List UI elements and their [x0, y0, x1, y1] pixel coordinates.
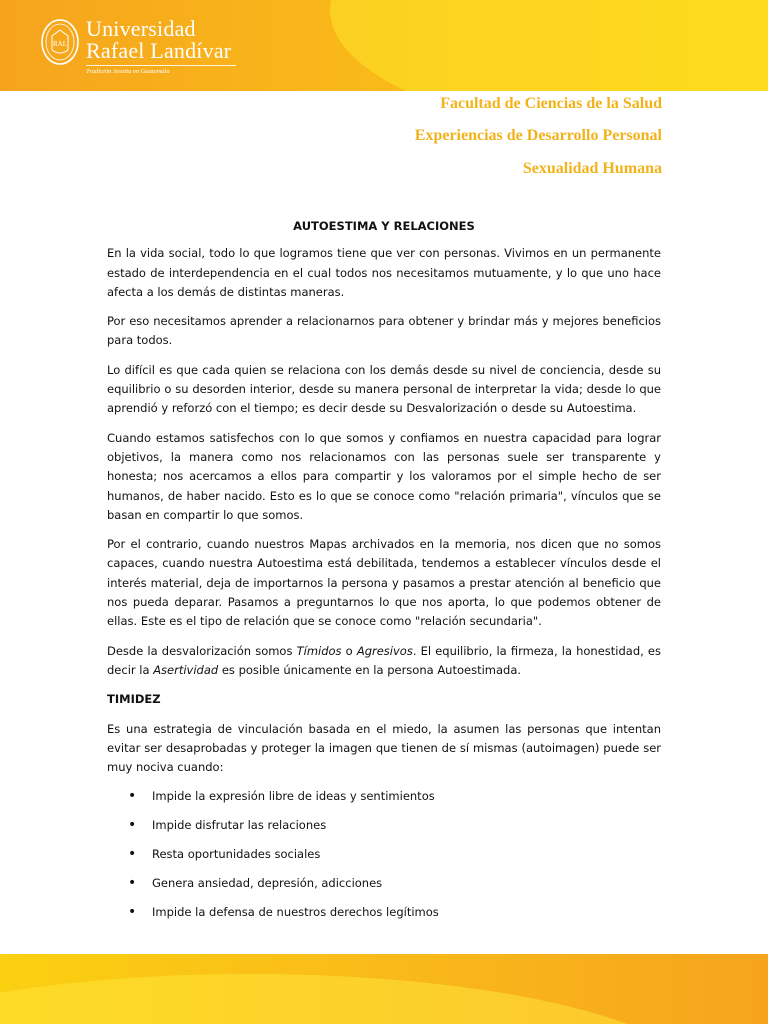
section-heading-timidez: TIMIDEZ: [107, 692, 161, 707]
footer-swoosh-decoration: [0, 974, 700, 1024]
university-seal-icon: [40, 18, 80, 66]
list-item: • Impide disfrutar las relaciones: [107, 816, 661, 845]
p6-emphasis-asertividad: Asertividad: [153, 662, 219, 677]
paragraph-5: Por el contrario, cuando nuestros Mapas archivados en la memoria, nos dicen que no somos capaces, cuando nuestra Autoestima está debilitada, tendemos a establecer vínculos desde el interés material, deja de importarnos la persona y pasamos a prestar atención al beneficio que nos pueda deparar. Pasamos a preguntarnos lo que nos aporta, lo que podemos obtener de ellas. Este es el tipo de relación que se conoce como "relación secundaria".: [107, 537, 661, 629]
logo-line-universidad: Universidad: [86, 16, 196, 41]
logo-tagline: Tradición Jesuita en Guatemala: [86, 65, 236, 76]
faculty-name: Facultad de Ciencias de la Salud: [440, 95, 662, 112]
p6-text-a: Desde la desvalorización somos: [107, 643, 297, 658]
paragraph-4: Cuando estamos satisfechos con lo que somos y confiamos en nuestra capacidad para lograr objetivos, la manera como nos relacionamos con las personas suele ser transparente y honesta; nos acercamos a ellos para compartir y los valoramos por el simple hecho de ser humanos, de haber nacido. Esto es lo que se conoce como "relación primaria", vínculos que se basan en compartir lo que somos.: [107, 430, 661, 522]
p6-emphasis-timidos: Tímidos: [296, 643, 342, 658]
list-item: • Genera ansiedad, depresión, adicciones: [107, 874, 661, 903]
logo-line-rafael-landivar: Rafael Landívar: [86, 38, 232, 63]
list-item: • Impide la defensa de nuestros derechos legítimos: [107, 903, 661, 932]
paragraph-6: [107, 642, 661, 681]
logo-wordmark: [86, 18, 236, 76]
course-name: Experiencias de Desarrollo Personal: [414, 127, 662, 144]
p6-text-e: . El equilibrio, la firmeza, la honestidad, es decir la: [107, 643, 661, 677]
header-swoosh-decoration: [330, 0, 768, 91]
paragraph-3: Lo difícil es que cada quien se relaciona con los demás desde su nivel de conciencia, desde su equilibrio o su desorden interior, desde su manera personal de interpretar la vida; desde lo que aprendió y reforzó con el tiempo; es decir desde su Desvalorización o desde su Autoestima.: [107, 362, 661, 416]
header-band: [0, 0, 768, 91]
paragraph-2: Por eso necesitamos aprender a relacionarnos para obtener y brindar más y mejores beneficios para todos.: [107, 314, 661, 348]
p6-text-c: o: [341, 643, 357, 658]
university-logo: [40, 18, 236, 76]
document-title: AUTOESTIMA Y RELACIONES: [293, 219, 475, 233]
p6-text-g: es posible únicamente en la persona Autoestimada.: [218, 662, 522, 677]
bullet-list: [107, 787, 661, 932]
paragraph-7: Es una estrategia de vinculación basada en el miedo, la asumen las personas que intentan evitar ser desaprobadas y proteger la imagen que tienen de sí mismas (autoimagen) puede ser muy nociva cuando:: [107, 721, 661, 775]
document-body: [107, 217, 661, 932]
list-item: • Impide la expresión libre de ideas y sentimientos: [107, 787, 661, 816]
list-item: • Resta oportunidades sociales: [107, 845, 661, 874]
subject-name: Sexualidad Humana: [522, 160, 662, 177]
seal-initials: RAL: [53, 40, 67, 48]
paragraph-1: En la vida social, todo lo que logramos tiene que ver con personas. Vivimos en un permanente estado de interdependencia en el cual todos nos necesitamos mutuamente, y lo que uno hace afecta a los demás de distintas maneras.: [107, 246, 661, 299]
footer-band: [0, 954, 768, 1024]
p6-emphasis-agresivos: Agresivos: [356, 643, 413, 658]
